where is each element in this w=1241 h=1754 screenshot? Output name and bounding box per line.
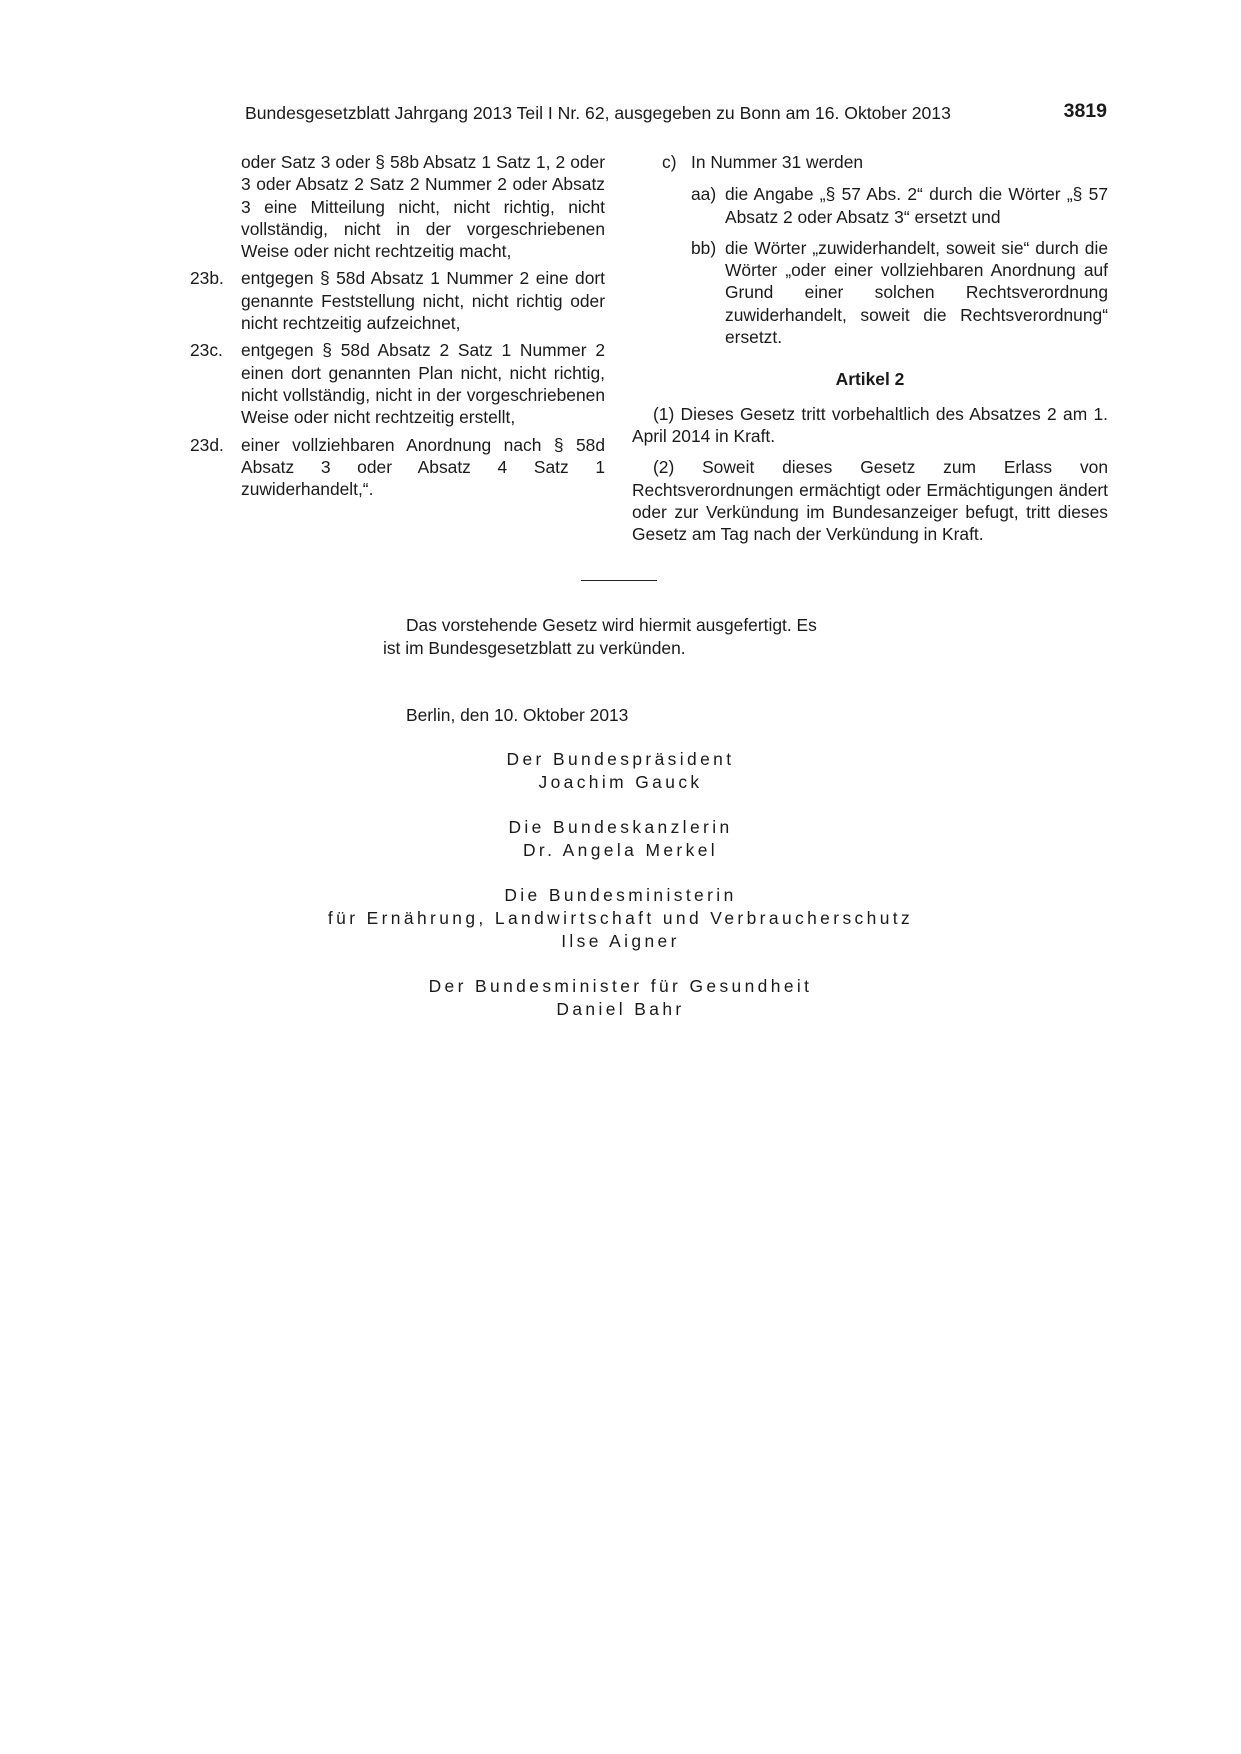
item-text: die Wörter „zuwiderhandelt, soweit sie“ durch die Wörter „oder einer vollziehbaren Anordnung auf Grund einer solchen Rechtsverordnung zuwiderhandelt, soweit die Rechtsverordnung“ ersetzt. — [725, 237, 1108, 348]
item-text: die Angabe „§ 57 Abs. 2“ durch die Wörter „§ 57 Absatz 2 oder Absatz 3“ ersetzt und — [725, 184, 1108, 227]
continued-item-text: oder Satz 3 oder § 58b Absatz 1 Satz 1, 2 oder 3 oder Absatz 2 Satz 2 Nummer 2 oder Absatz 3 eine Mitteilung nicht, nicht richtig, nicht vollständig, nicht in der vorgeschriebenen Weise oder nicht rechtzeitig macht, — [241, 152, 605, 262]
item-number: aa) — [691, 184, 717, 205]
section-divider — [581, 580, 657, 581]
item-number: c) — [662, 152, 677, 172]
enactment-line-2: ist im Bundesgesetzblatt zu verkünden. — [383, 638, 686, 658]
item-text: In Nummer 31 werden — [691, 152, 864, 172]
page-number: 3819 — [1063, 100, 1107, 122]
list-item-aa — [632, 183, 1108, 228]
item-number: 23d. — [190, 434, 224, 455]
list-item-23d — [190, 434, 605, 501]
signature-bundespraesident — [0, 748, 1241, 794]
left-column — [190, 151, 605, 505]
signature-bundesminister-gesundheit — [0, 975, 1241, 1021]
signatory-name: Ilse Aigner — [561, 931, 680, 951]
list-item-c — [632, 151, 1108, 173]
signatory-name: Daniel Bahr — [556, 999, 685, 1019]
signature-bundeskanzlerin — [0, 816, 1241, 862]
item-text: einer vollziehbaren Anordnung nach § 58d Absatz 3 oder Absatz 4 Satz 1 zuwiderhandelt,“. — [241, 434, 605, 500]
enactment-clause — [383, 614, 863, 660]
gazette-title: Bundesgesetzblatt Jahrgang 2013 Teil I Nr. 62, ausgegeben zu Bonn am 16. Oktober 2013 — [245, 103, 951, 123]
signatory-office: Die Bundesministerin — [504, 885, 737, 905]
signature-bundesministerin-ernaehrung — [0, 884, 1241, 953]
list-item-23b — [190, 267, 605, 334]
signatory-office: Der Bundesminister für Gesundheit — [428, 976, 813, 996]
list-item-bb — [632, 237, 1108, 348]
paragraph-2: (2) Soweit dieses Gesetz zum Erlass von Rechtsverordnungen ermächtigt oder Ermächtigungen ändert oder zur Verkündung im Bundesanzeiger befugt, tritt dieses Gesetz am Tag nach der Verkündung in Kraft. — [632, 457, 1108, 545]
item-number: 23c. — [190, 340, 223, 361]
list-item-23c — [190, 339, 605, 428]
page-header — [245, 100, 1107, 126]
right-column — [632, 151, 1108, 554]
paragraph-1: (1) Dieses Gesetz tritt vorbehaltlich des Absatzes 2 am 1. April 2014 in Kraft. — [632, 403, 1108, 446]
place-and-date: Berlin, den 10. Oktober 2013 — [406, 705, 629, 725]
item-text: entgegen § 58d Absatz 1 Nummer 2 eine dort genannte Feststellung nicht, nicht richtig oder nicht rechtzeitig aufzeichnet, — [241, 268, 605, 334]
item-text: entgegen § 58d Absatz 2 Satz 1 Nummer 2 einen dort genannten Plan nicht, nicht richtig, nicht vollständig, nicht in der vorgeschriebenen Weise oder nicht rechtzeitig erstellt, — [241, 340, 605, 428]
signatory-name: Joachim Gauck — [538, 772, 703, 792]
signatory-office: Der Bundespräsident — [506, 749, 735, 769]
signatory-office: Die Bundeskanzlerin — [508, 817, 733, 837]
item-number: bb) — [691, 237, 717, 258]
signatory-portfolio: für Ernährung, Landwirtschaft und Verbraucherschutz — [327, 908, 914, 928]
signatory-name: Dr. Angela Merkel — [522, 840, 719, 860]
item-number: 23b. — [190, 268, 224, 289]
enactment-line-1: Das vorstehende Gesetz wird hiermit ausgefertigt. Es — [406, 615, 817, 635]
article-heading: Artikel 2 — [835, 369, 905, 390]
